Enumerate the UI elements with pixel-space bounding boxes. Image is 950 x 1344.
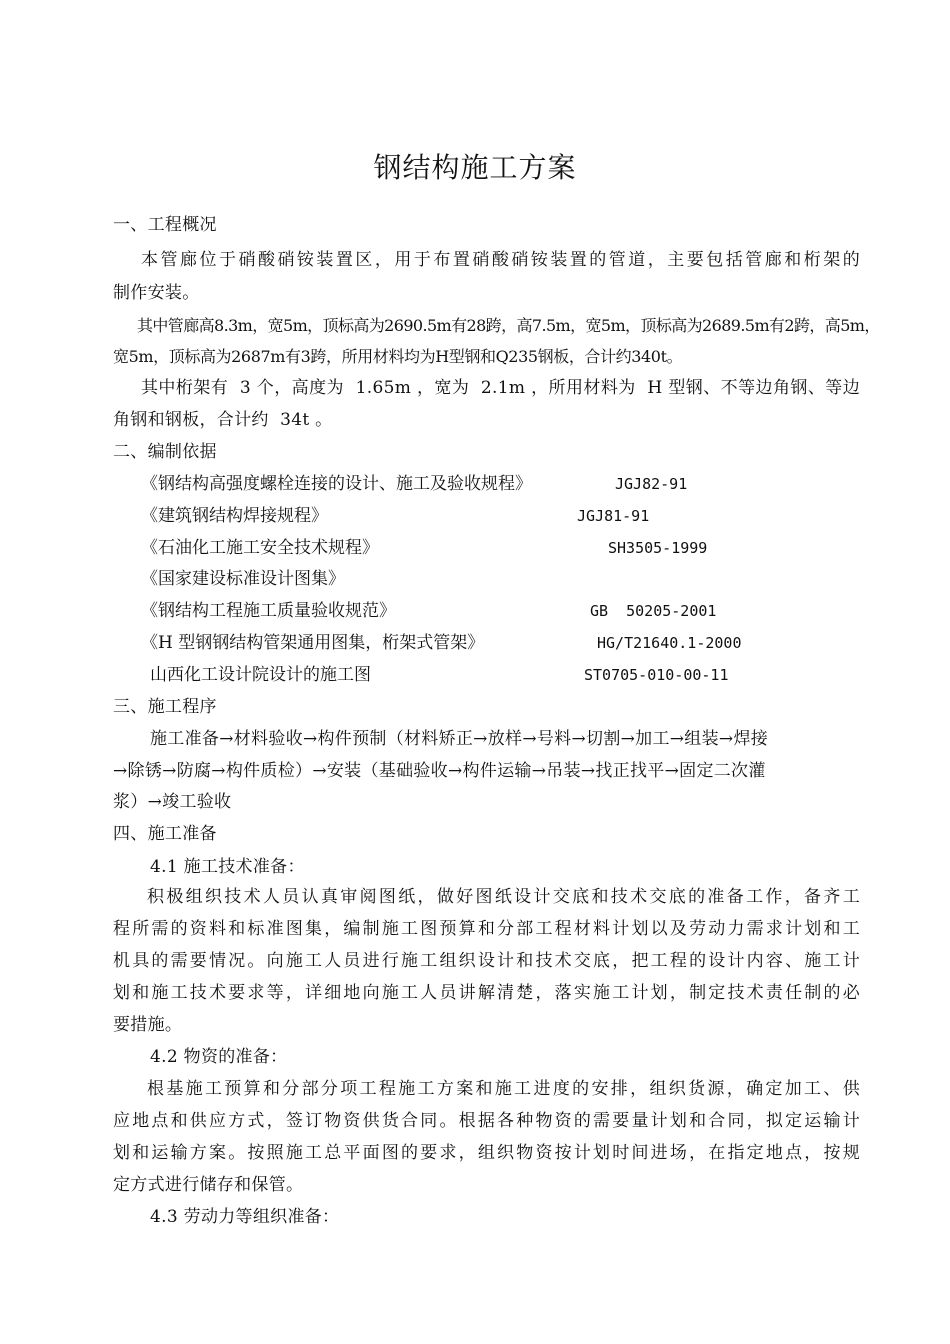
- reference-name: 《钢结构高强度螺栓连接的设计、施工及验收规程》: [141, 474, 532, 494]
- reference-code: SH3505-1999: [608, 539, 708, 557]
- paragraph-line: 程所需的资料和标准图集，编制施工图预算和分部工程材料计划以及劳动力需求计划和工: [113, 919, 860, 939]
- reference-code: GB 50205-2001: [590, 602, 717, 620]
- reference-name: 山西化工设计院设计的施工图: [150, 665, 371, 685]
- section-heading-preparation: 四、施工准备: [113, 824, 217, 844]
- reference-code: HG/T21640.1-2000: [597, 634, 742, 652]
- reference-name: 《钢结构工程施工质量验收规范》: [141, 601, 396, 621]
- paragraph-line: 划和运输方案。按照施工总平面图的要求，组织物资按计划时间进场，在指定地点，按规: [113, 1143, 860, 1163]
- reference-code: JGJ81-91: [577, 507, 650, 525]
- section-heading-overview: 一、工程概况: [113, 215, 217, 235]
- subsection-heading: 4.2 物资的准备：: [150, 1047, 288, 1067]
- paragraph-line: 机具的需要情况。向施工人员进行施工组织设计和技术交底，把工程的设计内容、施工计: [113, 951, 860, 971]
- paragraph-line: 宽5m，顶标高为2687m有3跨，所用材料均为H型钢和Q235钢板，合计约340t。: [113, 347, 683, 366]
- reference-code: JGJ82-91: [615, 475, 688, 493]
- document-title: 钢结构施工方案: [373, 151, 577, 184]
- reference-code: ST0705-010-00-11: [584, 666, 729, 684]
- paragraph-line: 制作安装。: [113, 283, 200, 303]
- procedure-line: →除锈→防腐→构件质检）→安装（基础验收→构件运输→吊装→找正找平→固定二次灌: [113, 761, 766, 781]
- subsection-heading: 4.3 劳动力等组织准备：: [150, 1207, 340, 1227]
- paragraph-line: 本管廊位于硝酸硝铵装置区，用于布置硝酸硝铵装置的管道，主要包括管廊和桁架的: [141, 250, 860, 270]
- section-heading-procedure: 三、施工程序: [113, 697, 217, 717]
- procedure-line: 浆）→竣工验收: [113, 792, 232, 812]
- section-heading-basis: 二、编制依据: [113, 442, 217, 462]
- reference-name: 《建筑钢结构焊接规程》: [141, 506, 328, 526]
- procedure-line: 施工准备→材料验收→构件预制（材料矫正→放样→号料→切割→加工→组装→焊接: [150, 729, 769, 749]
- reference-name: 《H 型钢钢结构管架通用图集，桁架式管架》: [141, 633, 485, 653]
- paragraph-line: 其中桁架有 3 个，高度为 1.65m ，宽为 2.1m ，所用材料为 H 型钢、不等边角钢、等边: [141, 378, 860, 398]
- paragraph-line: 应地点和供应方式，签订物资供货合同。根据各种物资的需要量计划和合同，拟定运输计: [113, 1111, 860, 1131]
- reference-name: 《国家建设标准设计图集》: [141, 569, 345, 589]
- paragraph-line: 角钢和钢板，合计约 34t 。: [113, 410, 333, 430]
- paragraph-line: 定方式进行储存和保管。: [113, 1175, 304, 1195]
- paragraph-line: 其中管廊高8.3m，宽5m，顶标高为2690.5m有28跨，高7.5m，宽5m，顶标高为2689.5m有2跨，高5m，: [137, 316, 880, 335]
- paragraph-line: 要措施。: [113, 1015, 183, 1035]
- paragraph-line: 根基施工预算和分部分项工程施工方案和施工进度的安排，组织货源，确定加工、供: [147, 1079, 860, 1099]
- paragraph-line: 积极组织技术人员认真审阅图纸，做好图纸设计交底和技术交底的准备工作，备齐工: [147, 887, 860, 907]
- paragraph-line: 划和施工技术要求等，详细地向施工人员讲解清楚，落实施工计划，制定技术责任制的必: [113, 983, 860, 1003]
- subsection-heading: 4.1 施工技术准备：: [150, 857, 305, 877]
- reference-name: 《石油化工施工安全技术规程》: [141, 538, 379, 558]
